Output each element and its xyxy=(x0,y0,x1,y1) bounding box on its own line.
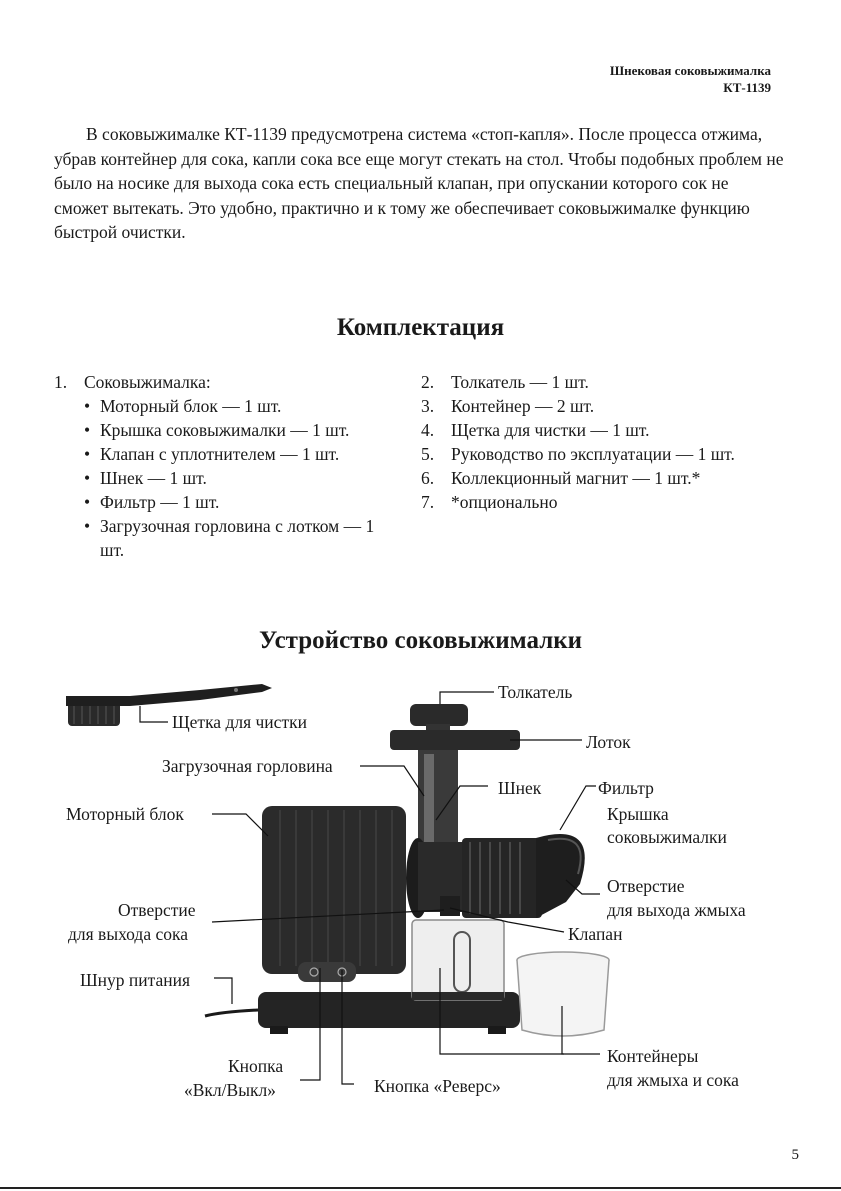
kit-item-number: 1. xyxy=(54,372,68,392)
kit-sublist xyxy=(54,394,404,562)
kit-item xyxy=(421,442,781,466)
page-number: 5 xyxy=(791,1147,799,1163)
juicer-diagram xyxy=(0,670,841,1120)
bullet: • xyxy=(84,468,91,488)
kit-list-left xyxy=(54,370,404,562)
kit-subitem-text: Крышка соковыжималки — 1 шт. xyxy=(100,420,350,440)
kit-subitem-text: Загрузочная горловина с лотком — 1 шт. xyxy=(100,516,375,560)
chute-highlight xyxy=(424,754,434,844)
kit-item xyxy=(421,394,781,418)
motor-block-image xyxy=(262,806,406,982)
label-power-2: «Вкл/Выкл» xyxy=(184,1080,276,1100)
kit-subitem-text: Моторный блок — 1 шт. xyxy=(100,396,282,416)
bullet: • xyxy=(84,396,91,416)
kit-item xyxy=(421,418,781,442)
label-cord: Шнур питания xyxy=(80,970,191,990)
label-juice-outlet-1: Отверстие xyxy=(118,900,196,920)
intro-section xyxy=(54,122,784,245)
kit-subitem xyxy=(84,514,384,562)
juicer-illustration xyxy=(0,670,841,1120)
intro-paragraph: В соковыжималке КТ-1139 предусмотрена система «стоп-капля». После процесса отжима, убрав контейнер для сока, капли сока все еще могут стекать на стол. Чтобы подобных проблем не было на носике для выхода сока есть специальный клапан, при опускании которого сок не сможет вытекать. Это удобно, практично и к тому же обеспечивает соковыжималке функцию быстрой очистки. xyxy=(54,124,784,242)
kit-subitem xyxy=(84,418,404,442)
foot-image xyxy=(488,1026,506,1034)
kit-subitem xyxy=(84,442,404,466)
label-tray: Лоток xyxy=(586,732,631,752)
label-lid-1: Крышка xyxy=(607,804,669,824)
bullet: • xyxy=(84,444,91,464)
label-brush: Щетка для чистки xyxy=(172,712,307,732)
foot-image xyxy=(270,1026,288,1034)
running-header xyxy=(610,62,771,96)
label-chute: Загрузочная горловина xyxy=(162,756,333,776)
device-title: Устройство соковыжималки xyxy=(258,627,583,654)
kit-subitem xyxy=(84,490,404,514)
kit-item xyxy=(421,490,781,514)
kit-item-text: Контейнер — 2 шт. xyxy=(451,396,595,416)
juice-container-image xyxy=(412,920,504,1000)
label-pulp-outlet-2: для выхода жмыха xyxy=(607,900,746,920)
kit-item-number: 4. xyxy=(421,420,435,440)
kit-title: Комплектация xyxy=(336,314,505,341)
kit-item-text: Толкатель — 1 шт. xyxy=(451,372,589,392)
housing-image xyxy=(406,834,585,918)
label-reverse: Кнопка «Реверс» xyxy=(374,1076,501,1096)
kit-subitem xyxy=(84,466,404,490)
kit-item-number: 7. xyxy=(421,492,435,512)
kit-item xyxy=(421,370,781,394)
bullet: • xyxy=(84,516,91,536)
kit-item-text: Щетка для чистки — 1 шт. xyxy=(451,420,650,440)
spout-image xyxy=(440,896,460,916)
kit-subitem xyxy=(84,394,404,418)
kit-item xyxy=(54,370,404,394)
label-juice-outlet-2: для выхода сока xyxy=(68,924,188,944)
tray-image xyxy=(390,730,520,750)
power-cord-image xyxy=(205,1010,258,1016)
label-motor: Моторный блок xyxy=(66,804,184,824)
label-pusher: Толкатель xyxy=(498,682,573,702)
label-filter: Фильтр xyxy=(598,778,654,798)
kit-item-text: Руководство по эксплуатации — 1 шт. xyxy=(451,444,735,464)
label-pulp-outlet-1: Отверстие xyxy=(607,876,685,896)
kit-item-text: Соковыжималка: xyxy=(84,372,211,392)
kit-item xyxy=(421,466,781,490)
bullet: • xyxy=(84,420,91,440)
label-auger: Шнек xyxy=(498,778,542,798)
kit-subitem-text: Шнек — 1 шт. xyxy=(100,468,207,488)
label-containers-2: для жмыха и сока xyxy=(607,1070,739,1090)
kit-item-number: 2. xyxy=(421,372,435,392)
kit-subitem-text: Фильтр — 1 шт. xyxy=(100,492,220,512)
header-product: Шнековая соковыжималка xyxy=(609,63,771,78)
header-model: КТ-1139 xyxy=(723,80,771,95)
pulp-container-image xyxy=(517,952,609,1036)
label-lid-2: соковыжималки xyxy=(607,827,727,847)
bullet: • xyxy=(84,492,91,512)
label-valve: Клапан xyxy=(568,924,623,944)
kit-item-text: *опционально xyxy=(451,492,558,512)
bottom-rule xyxy=(0,1187,841,1189)
kit-subitem-text: Клапан с уплотнителем — 1 шт. xyxy=(100,444,340,464)
kit-item-text: Коллекционный магнит — 1 шт.* xyxy=(451,468,701,488)
label-power-1: Кнопка xyxy=(228,1056,284,1076)
label-containers-1: Контейнеры xyxy=(607,1046,699,1066)
kit-item-number: 6. xyxy=(421,468,435,488)
kit-list-right xyxy=(421,370,781,514)
kit-item-number: 3. xyxy=(421,396,435,416)
kit-item-number: 5. xyxy=(421,444,435,464)
